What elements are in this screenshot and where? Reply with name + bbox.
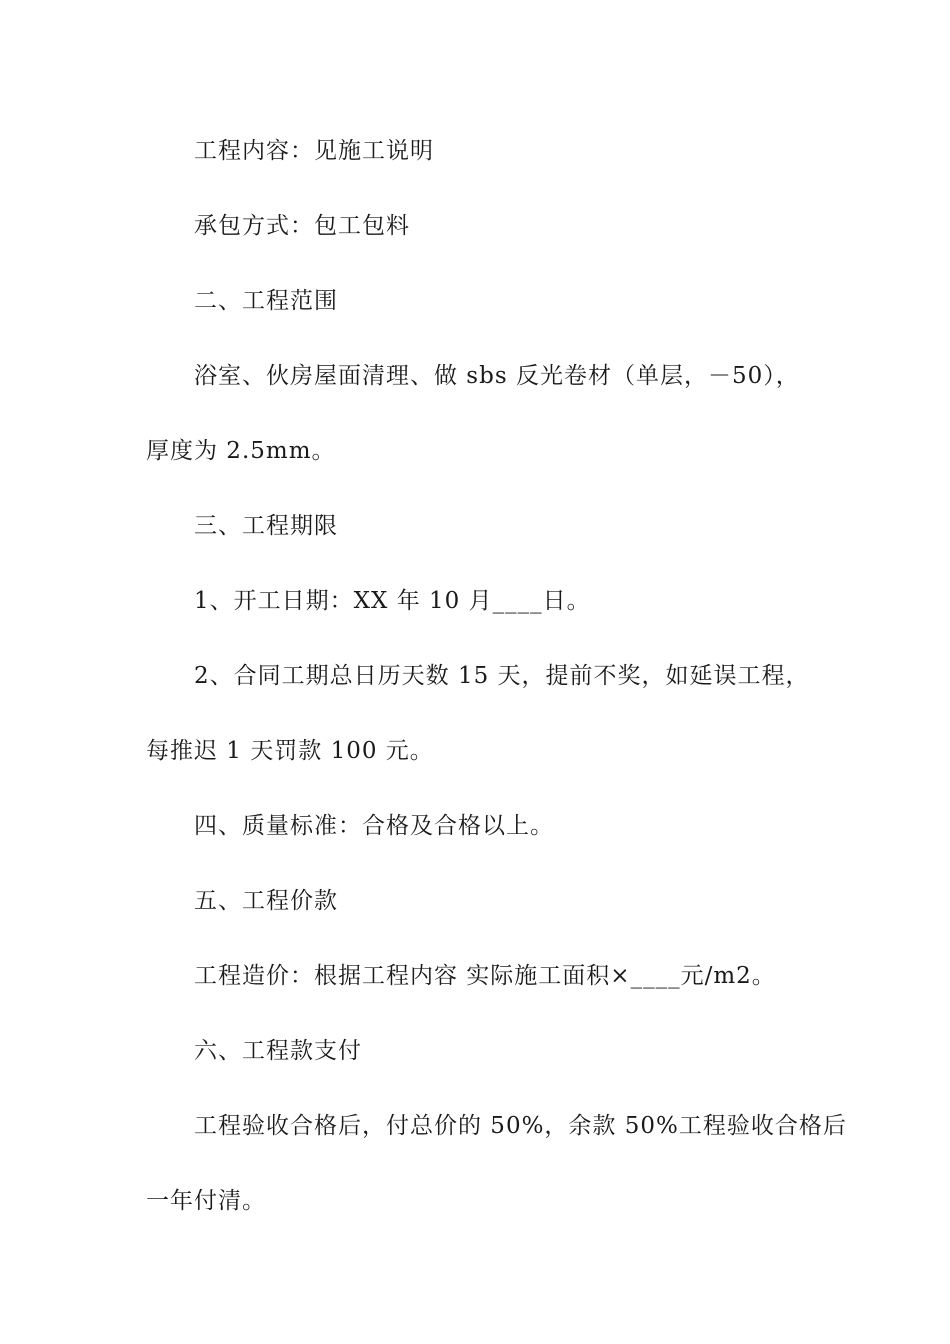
duration-paragraph-line-2: 每推迟 1 天罚款 100 元。: [146, 738, 434, 764]
contract-method-line: 承包方式：包工包料: [194, 213, 410, 239]
payment-paragraph-line-1: 工程验收合格后，付总价的 50%，余款 50%工程验收合格后: [194, 1113, 847, 1139]
section-heading-price: 五、工程价款: [194, 888, 338, 914]
section-heading-quality: 四、质量标准：合格及合格以上。: [194, 813, 554, 839]
section-heading-payment: 六、工程款支付: [194, 1038, 362, 1064]
section-heading-scope: 二、工程范围: [194, 288, 338, 314]
start-date-line: 1、开工日期：XX 年 10 月____日。: [194, 588, 591, 614]
section-heading-period: 三、工程期限: [194, 513, 338, 539]
duration-paragraph-line-1: 2、合同工期总日历天数 15 天，提前不奖，如延误工程，: [194, 663, 810, 689]
scope-paragraph-line-1: 浴室、伙房屋面清理、做 sbs 反光卷材（单层，－50），: [194, 363, 800, 389]
price-line: 工程造价：根据工程内容 实际施工面积×____元/m2。: [194, 963, 776, 989]
scope-paragraph-line-2: 厚度为 2.5mm。: [146, 438, 336, 464]
payment-paragraph-line-2: 一年付清。: [146, 1188, 266, 1214]
contract-content-line: 工程内容：见施工说明: [194, 138, 434, 164]
